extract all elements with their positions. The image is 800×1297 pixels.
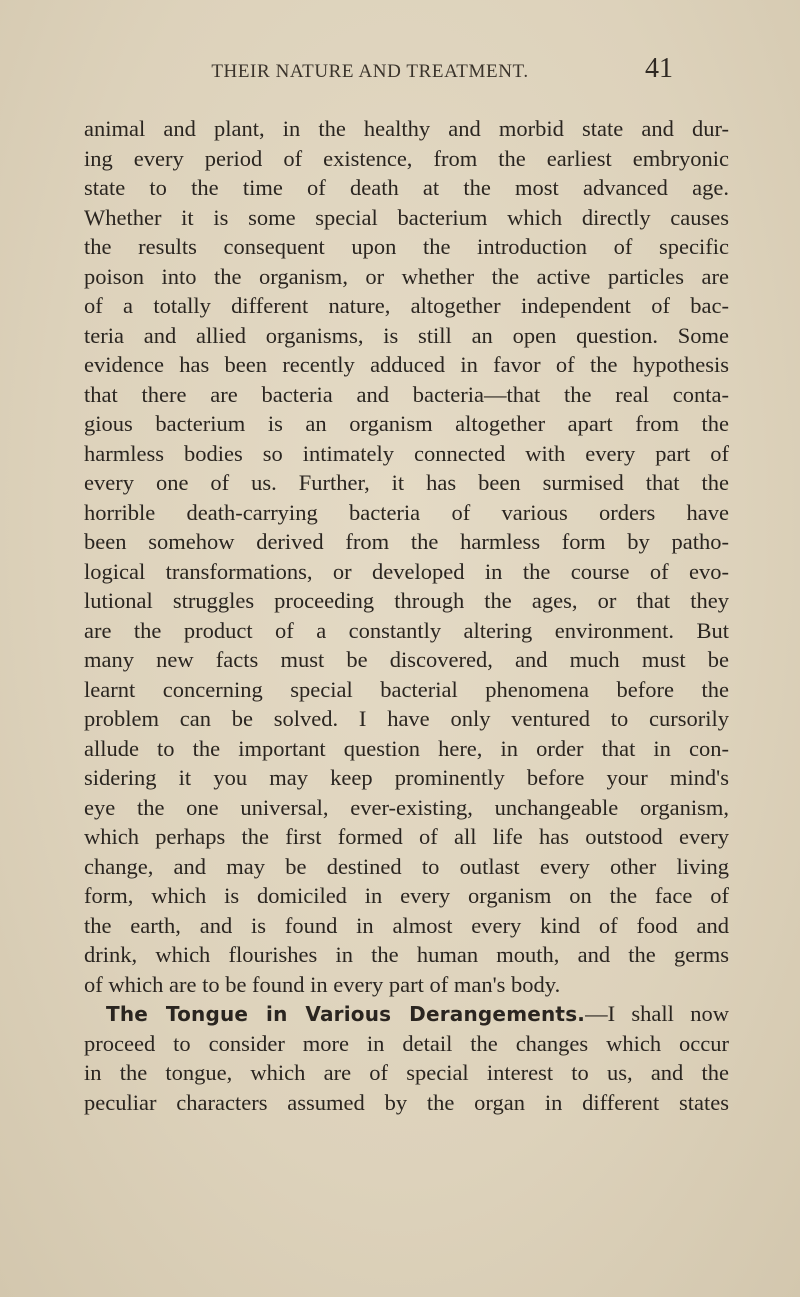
text-line: lutional struggles proceeding through the ages, or that they [84, 588, 729, 613]
text-line: of a totally different nature, altogether independent of bac- [84, 293, 729, 318]
text-line: teria and allied organisms, is still an open question. Some [84, 322, 729, 348]
text-line: eye the one universal, ever-existing, unchangeable organism, [84, 794, 729, 820]
text-line: been somehow derived from the harmless form by patho- [84, 529, 729, 554]
text-line: gious bacterium is an organism altogether apart from the [84, 411, 729, 436]
text-line: the results consequent upon the introduction of specific [84, 234, 729, 259]
text-line: that there are bacteria and bacteria—that the real conta- [84, 381, 729, 407]
paragraph [84, 999, 729, 1117]
text-line: of which are to be found in every part of man's body. [84, 971, 561, 997]
body-text [84, 114, 729, 1117]
text-line: in the tongue, which are of special interest to us, and the [84, 1060, 729, 1085]
text-run: —I shall now [585, 1001, 729, 1026]
text-line: logical transformations, or developed in the course of evo- [84, 558, 729, 584]
text-line: poison into the organism, or whether the active particles are [84, 263, 729, 289]
paragraph [84, 114, 729, 999]
text-line: peculiar characters assumed by the organ in different states [84, 1089, 729, 1115]
running-title: THEIR NATURE AND TREATMENT. [211, 61, 529, 82]
text-line: ing every period of existence, from the earliest embryonic [84, 145, 729, 171]
text-line: harmless bodies so intimately connected with every part of [84, 440, 729, 466]
text-line: drink, which flourishes in the human mouth, and the germs [84, 942, 729, 967]
text-line: change, and may be destined to outlast every other living [84, 853, 729, 879]
text-line: learnt concerning special bacterial phenomena before the [84, 676, 729, 702]
text-line: horrible death-carrying bacteria of various orders have [84, 499, 729, 525]
text-line: evidence has been recently adduced in favor of the hypothesis [84, 352, 729, 377]
text-line: are the product of a constantly altering environment. But [84, 617, 729, 643]
text-line: form, which is domiciled in every organism on the face of [84, 883, 729, 908]
text-line: problem can be solved. I have only ventured to cursorily [84, 706, 729, 731]
section-heading-line [84, 999, 729, 1029]
running-head [0, 50, 800, 90]
text-line: allude to the important question here, in order that in con- [84, 735, 729, 761]
text-line: state to the time of death at the most advanced age. [84, 175, 729, 200]
text-line: every one of us. Further, it has been surmised that the [84, 470, 729, 495]
page-number: 41 [645, 53, 673, 84]
text-line: Whether it is some special bacterium which directly causes [84, 204, 729, 230]
text-line: the earth, and is found in almost every kind of food and [84, 912, 729, 938]
text-line: sidering it you may keep prominently before your mind's [84, 765, 729, 790]
text-line: animal and plant, in the healthy and morbid state and dur- [84, 116, 729, 141]
text-line: many new facts must be discovered, and much must be [84, 647, 729, 672]
text-line: proceed to consider more in detail the changes which occur [84, 1030, 729, 1056]
text-line: which perhaps the first formed of all life has outstood every [84, 824, 729, 849]
section-heading: The Tongue in Various Derangements. [106, 1002, 586, 1026]
